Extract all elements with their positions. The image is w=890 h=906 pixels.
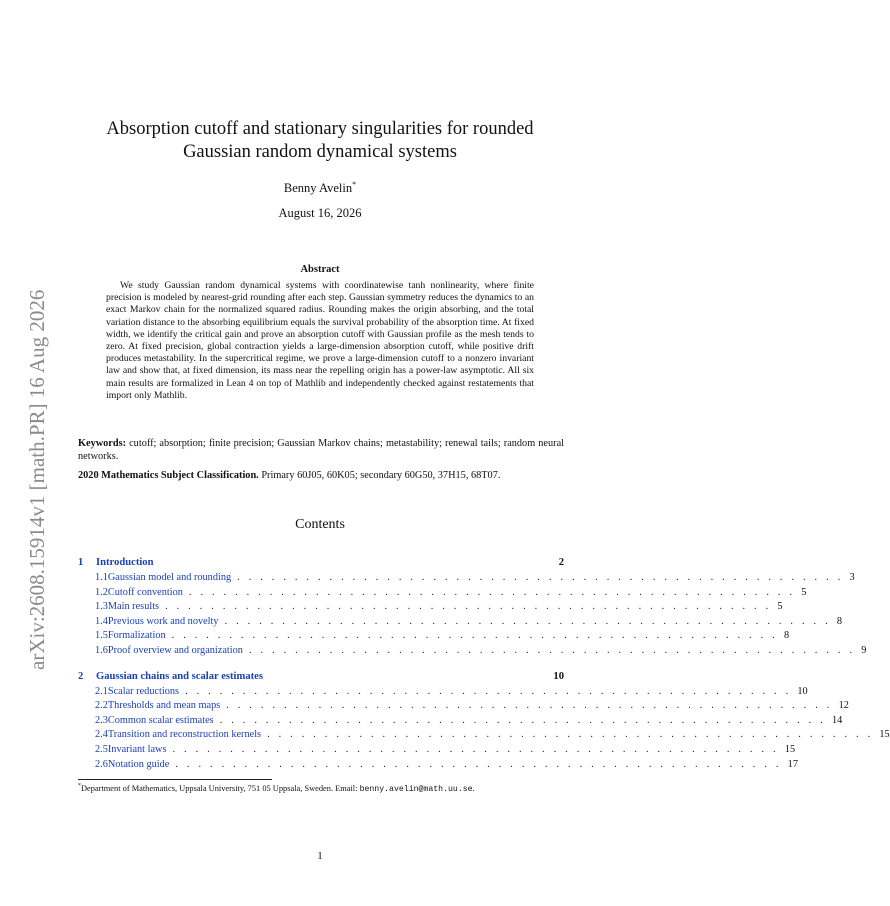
author-footnote-mark: * bbox=[352, 180, 357, 189]
keywords bbox=[78, 437, 564, 463]
toc-page-number: 8 bbox=[836, 615, 843, 627]
toc-subsection-number: 2.4 bbox=[95, 729, 108, 741]
arxiv-id-text: arXiv:2608.15914v1 [math.PR] 16 Aug 2026 bbox=[25, 289, 49, 670]
toc-subsection-number: 2.3 bbox=[95, 714, 108, 726]
contents-heading: Contents bbox=[295, 517, 345, 532]
toc-subsection-link[interactable]: Notation guide bbox=[107, 758, 170, 770]
msc-text: Primary 60J05, 60K05; secondary 60G50, 37H15, 68T07. bbox=[261, 470, 501, 481]
toc-subsection-link[interactable]: Gaussian model and rounding bbox=[107, 572, 232, 583]
author-footnote bbox=[78, 783, 568, 794]
toc-subsection[interactable] bbox=[78, 743, 796, 759]
toc-page-number: 2 bbox=[558, 557, 564, 568]
toc-subsection-number: 1.2 bbox=[95, 586, 108, 598]
author-name: Benny Avelin bbox=[283, 181, 353, 196]
toc-subsection-number: 2.1 bbox=[95, 685, 108, 697]
toc-page-number: 10 bbox=[553, 670, 564, 682]
toc-subsection-number: 1.3 bbox=[95, 601, 108, 613]
toc-subsection[interactable] bbox=[78, 615, 843, 631]
author-email[interactable]: benny.avelin@math.uu.se bbox=[359, 784, 473, 794]
toc-page-number: 17 bbox=[787, 758, 798, 770]
footnote-rule bbox=[78, 779, 272, 780]
toc-section-link[interactable]: Introduction bbox=[96, 557, 154, 568]
page-number: 1 bbox=[317, 850, 323, 862]
abstract-heading: Abstract bbox=[300, 264, 340, 275]
toc-leader-dots: . . . . . . . . . . . . . . . . . . . . . . . . . . . . . . . . . . . . . . . . . . . . . . . . . . . . . bbox=[165, 601, 772, 613]
toc-page-number: 5 bbox=[777, 601, 783, 613]
toc-leader-dots: . . . . . . . . . . . . . . . . . . . . . . . . . . . . . . . . . . . . . . . . . . . . . . . . . . . . . bbox=[248, 644, 856, 656]
toc-subsection[interactable] bbox=[78, 729, 890, 744]
toc-subsection-link[interactable]: Main results bbox=[107, 601, 160, 613]
toc-subsection-link[interactable]: Scalar reductions bbox=[107, 685, 180, 697]
toc-leader-dots: . . . . . . . . . . . . . . . . . . . . . . . . . . . . . . . . . . . . . . . . . . . . . . . . . . . . . bbox=[224, 615, 831, 627]
abstract-text: We study Gaussian random dynamical systems with coordinatewise tanh nonlinearity, where finite precision is modeled by nearest-grid rounding after each step. Gaussian symmetry reduces the dynamics to an exact Markov chain for the normalized squared radius. Rounding makes the origin absorbing, and the total variation distance to the absorbing equilibrium equals the survival probability of the absorption time. At fixed width, we identify the critical gain and prove an absorption cutoff with Gaussian profile as the mesh tends to zero. At fixed precision, global contraction yields a large-dimension absorption cutoff, while positive drift produces metastability. In the supercritical regime, we prove a large-dimension cutoff to a nonzero invariant law and show that, at fixed dimension, its mass near the repelling origin has a power-law asymptotic. All six main results are formalized in Lean 4 on top of Mathlib and independently checked against restatements that import only Mathlib. bbox=[106, 280, 534, 401]
toc-subsection-number: 1.6 bbox=[95, 644, 108, 656]
toc-subsection[interactable] bbox=[78, 758, 798, 774]
toc-subsection-number: 1.4 bbox=[95, 615, 108, 627]
toc-subsection-link[interactable]: Previous work and novelty bbox=[107, 615, 219, 627]
toc-subsection-link[interactable]: Invariant laws bbox=[107, 743, 167, 755]
toc-page-number: 3 bbox=[849, 572, 855, 583]
toc-leader-dots: . . . . . . . . . . . . . . . . . . . . . . . . . . . . . . . . . . . . . . . . . . . . . . . . . . . . . bbox=[226, 700, 833, 712]
toc-subsection[interactable] bbox=[78, 685, 808, 701]
toc-page-number: 15 bbox=[879, 729, 890, 741]
toc-section-2[interactable] bbox=[78, 671, 564, 686]
toc-subsection-link[interactable]: Transition and reconstruction kernels bbox=[107, 729, 262, 741]
toc-subsection-link[interactable]: Formalization bbox=[107, 630, 166, 642]
title-line-2: Gaussian random dynamical systems bbox=[183, 142, 457, 162]
toc-page-number: 12 bbox=[838, 700, 849, 712]
toc-subsection-number: 2.5 bbox=[95, 743, 108, 755]
toc-page-number: 10 bbox=[797, 685, 808, 697]
msc-label: 2020 Mathematics Subject Classification. bbox=[78, 470, 259, 481]
keywords-label: Keywords: bbox=[78, 438, 127, 449]
footnote-period: . bbox=[472, 783, 475, 793]
toc-page-number: 15 bbox=[784, 743, 796, 755]
toc-subsection-link[interactable]: Common scalar estimates bbox=[107, 714, 214, 726]
arxiv-watermark bbox=[2, 289, 62, 680]
toc-leader-dots: . . . . . . . . . . . . . . . . . . . . . . . . . . . . . . . . . . . . . . . . . . . . . . . . . . . . . bbox=[172, 743, 779, 755]
toc-page-number: 5 bbox=[801, 586, 807, 598]
toc-subsection[interactable] bbox=[78, 601, 783, 616]
author bbox=[78, 180, 562, 196]
toc-subsection-number: 1.5 bbox=[95, 630, 108, 642]
paper-title bbox=[78, 118, 562, 164]
toc-subsection[interactable] bbox=[78, 586, 807, 602]
toc-page-number: 8 bbox=[783, 630, 790, 642]
toc-leader-dots: . . . . . . . . . . . . . . . . . . . . . . . . . . . . . . . . . . . . . . . . . . . . . . . . . . . . . bbox=[237, 572, 844, 583]
toc-section-link[interactable]: Gaussian chains and scalar estimates bbox=[96, 670, 263, 682]
toc-leader-dots: . . . . . . . . . . . . . . . . . . . . . . . . . . . . . . . . . . . . . . . . . . . . . . . . . . . . . bbox=[188, 586, 796, 598]
toc-subsection[interactable] bbox=[78, 644, 867, 660]
toc-leader-dots: . . . . . . . . . . . . . . . . . . . . . . . . . . . . . . . . . . . . . . . . . . . . . . . . . . . . . bbox=[219, 714, 826, 726]
footnote-mark: * bbox=[78, 783, 81, 789]
toc-leader-dots: . . . . . . . . . . . . . . . . . . . . . . . . . . . . . . . . . . . . . . . . . . . . . . . . . . . . . bbox=[175, 758, 782, 770]
toc-subsection-number: 2.2 bbox=[95, 700, 108, 712]
toc-section-number: 2 bbox=[78, 670, 84, 682]
toc-section-1[interactable] bbox=[78, 557, 564, 572]
toc-subsection[interactable] bbox=[78, 700, 849, 715]
date: August 16, 2026 bbox=[278, 206, 362, 220]
toc-subsection[interactable] bbox=[78, 630, 790, 645]
toc-leader-dots: . . . . . . . . . . . . . . . . . . . . . . . . . . . . . . . . . . . . . . . . . . . . . . . . . . . . . bbox=[267, 729, 874, 741]
msc-classification bbox=[78, 469, 564, 482]
toc-subsection-number: 1.1 bbox=[95, 572, 108, 583]
title-line-1: Absorption cutoff and stationary singularities for rounded bbox=[106, 119, 534, 139]
toc-leader-dots: . . . . . . . . . . . . . . . . . . . . . . . . . . . . . . . . . . . . . . . . . . . . . . . . . . . . . bbox=[171, 630, 778, 642]
toc-subsection[interactable] bbox=[78, 572, 855, 587]
toc-subsection-link[interactable]: Proof overview and organization bbox=[107, 644, 243, 656]
toc-subsection-link[interactable]: Thresholds and mean maps bbox=[107, 700, 221, 712]
toc-section-number: 1 bbox=[78, 557, 84, 568]
toc-subsection-number: 2.6 bbox=[95, 758, 108, 770]
footnote-text: Department of Mathematics, Uppsala University, 751 05 Uppsala, Sweden. Email: bbox=[81, 783, 360, 793]
toc-spacer bbox=[78, 660, 564, 671]
toc-subsection[interactable] bbox=[78, 714, 843, 730]
toc-leader-dots: . . . . . . . . . . . . . . . . . . . . . . . . . . . . . . . . . . . . . . . . . . . . . . . . . . . . . bbox=[185, 685, 792, 697]
toc-page-number: 9 bbox=[861, 644, 867, 656]
toc-subsection-link[interactable]: Cutoff convention bbox=[107, 586, 183, 598]
table-of-contents bbox=[78, 557, 890, 773]
toc-page-number: 14 bbox=[831, 714, 843, 726]
keywords-text: cutoff; absorption; finite precision; Gaussian Markov chains; metastability; renewal tails; random neural networks. bbox=[78, 438, 565, 462]
